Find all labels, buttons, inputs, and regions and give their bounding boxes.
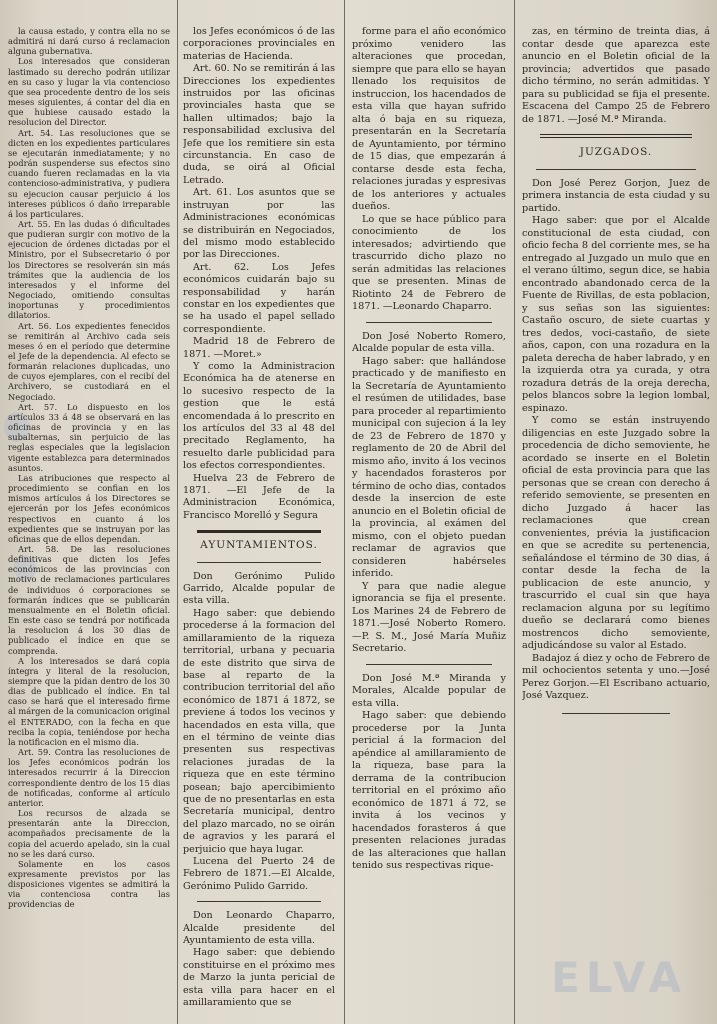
notice-heading: Don José Noberto Romero, Alcalde popular de esta villa. <box>352 330 506 354</box>
paragraph: Hago saber: que hallándose practicado y de manifiesto en la Secretaría de Ayuntamiento el resúmen de utilidades, base para proceder al repartimiento municipal con sujecion á la ley de 23 de Febrero de 1870 y reglamento de 20 de Abril del mismo año, invito á los vecinos y hacendados forasteros por término de ocho dias, contados desde la insercion de este anuncio en el Boletin oficial de la provincia, al exámen del mismo, con el objeto puedan reclamar de agravios que consideren habérseles inferido. <box>352 355 506 579</box>
paragraph: Art. 62. Los Jefes económicos cuidarán bajo su responsabilidad y harán constar en los expedientes que se ha usado el papel sellado correspondiente. <box>183 261 335 335</box>
paragraph: Y como se están instruyendo diligencias en este Juzgado sobre la procedencia de dicho semoviente, he acordado se inserte en el Boletin oficial de esta provincia para que las personas que se crean con derecho á referido semoviente, se presenten en dicho Juzgado á hacer las reclamaciones que crean convenientes, prévia la justificacion en que se acredite su pertenencia, señalándose el término de 30 dias, á contar desde la fecha de la publicacion de este anuncio, y trascurrido el cual sin que haya reclamacion alguna por su legítimo dueño se declarará como bienes mostrencos dicho semoviente, adjudicándose su valor al Estado. <box>522 415 710 651</box>
notice-heading: Don Leonardo Chaparro, Alcalde presidente del Ayuntamiento de esta villa. <box>183 910 335 947</box>
paragraph: Y como la Administracion Económica ha de atenerse en lo sucesivo respecto de la gestion que le está encomendada á lo prescrito en los artículos del 33 al 48 del precitado Reglamento, ha resuelto darle publicidad para los efectos correspondientes. <box>183 360 335 472</box>
paragraph: Art. 54. Las resoluciones que se dicten en los expedientes particulares se ejecutarán inmediatamente; y no podrán suspenderse sus efectos sino cuando fueren reclamadas en la via contencioso-administrativa, y pudiera su ejecucion causar perjuicio á los intereses públicos ó daño irreparable á los particulares. <box>8 127 170 219</box>
separator-rule <box>197 901 321 902</box>
section-rule <box>540 134 692 138</box>
paragraph: Los recursos de alzada se presentarán ante la Direccion, acompañados precisamente de la copia del acuerdo apelado, sin la cual no se les dará curso. <box>8 808 170 859</box>
paragraph: Lo que se hace público para conocimiento de los interesados; advirtiendo que trascurrido dicho plazo no serán admitidas las relaciones que se presenten. Minas de Riotinto 24 de Febrero de 1871. —Leonardo Chaparro. <box>352 213 506 312</box>
paragraph: Art. 59. Contra las resoluciones de los Jefes económicos podrán los interesados recurrir á la Direccion correspondiente dentro de los 15 dias de notificadas, conforme al artículo anterior. <box>8 747 170 808</box>
notice-heading: Don José Perez Gorjon, Juez de primera instancia de esta ciudad y su partido. <box>522 177 710 214</box>
paragraph: Art. 57. Lo dispuesto en los artículos 33 á 48 se observará en las oficinas de provincia y en las subalternas, sin perjuicio de las reglas especiales que la legislacion vigente establezca para determinados asuntos. <box>8 401 170 473</box>
paragraph: Huelva 23 de Febrero de 1871. —El Jefe de la Administracion Económica, Francisco Morelló y Segura <box>183 472 335 521</box>
notice-heading: Don José M.ª Miranda y Morales, Alcalde popular de esta villa. <box>352 672 506 709</box>
paragraph: Los interesados que consideran lastimado su derecho podrán utilizar en su caso y lugar la via contencioso que sea procedente dentro de los seis meses siguientes, á contar del dia en que hubiese causado estado la resolucion del Director. <box>8 56 170 128</box>
separator-rule <box>366 322 492 323</box>
paragraph: Lucena del Puerto 24 de Febrero de 1871.—El Alcalde, Gerónimo Pulido Garrido. <box>183 856 335 892</box>
paragraph: Hago saber: que debiendo procederse por la Junta pericial á la formacion del apéndice al amillaramiento de la riqueza, base para la derrama de la contribucion territorial en el próximo año económico de 1871 á 72, se invita á los vecinos y hacendados forasteros á que presenten relaciones juradas de las alteraciones que hallan tenido sus respectivas rique- <box>352 710 506 871</box>
column-3 <box>352 26 506 1020</box>
paragraph: Art. 61. Los asuntos que se instruyan por las Administraciones económicas se distribuirán en Negociados, del mismo modo establecido por las Direcciones. <box>183 187 335 261</box>
paragraph: Hago saber: que debiendo procederse á la formacion del amillaramiento de la riqueza territorial, urbana y pecuaria de este distrito que sirva de base al reparto de la contribucion territorial del año económico de 1871 á 1872, se previene á todos los vecinos y hacendados en esta villa, que en el término de veinte dias presenten sus respectivas relaciones juradas de la riqueza que en este término posean; bajo apercibimiento que de no presentarlas en esta Secretaría municipal, dentro del plazo marcado, no se oirán de agravios y les parará el perjuicio que haya lugar. <box>183 607 335 855</box>
separator-rule <box>366 664 492 665</box>
paragraph: los Jefes económicos ó de las corporaciones provinciales en materias de Hacienda. <box>183 26 335 62</box>
column-divider <box>177 0 178 1024</box>
paragraph: Hago saber: que debiendo constituirse en el próximo mes de Marzo la junta pericial de esta villa para hacer en el amillaramiento que se <box>183 947 335 1009</box>
column-divider <box>514 0 515 1024</box>
column-1 <box>8 26 170 1020</box>
paragraph: forme para el año económico próximo venidero las alteraciones que procedan, siempre que para ello se hayan llenado los requisitos de instruccion, los hacendados de esta villa que hayan sufrido alta ó baja en su riqueza, presentarán en la Secretaría de Ayuntamiento, por término de 15 dias, que empezarán á contarse desde esta fecha, relaciones juradas y espresivas de los anteriores y actuales dueños. <box>352 26 506 212</box>
paragraph: Solamente en los casos expresamente previstos por las disposiciones vigentes se admitirá la via contenciosa contra las providencias de <box>8 858 170 910</box>
paragraph: Madrid 18 de Febrero de 1871. —Moret.» <box>183 336 335 360</box>
column-divider <box>344 0 345 1024</box>
section-title: JUZGADOS. <box>579 146 653 158</box>
paragraph: Art. 56. Los expedientes fenecidos se remitirán al Archivo cada seis meses ó en el período que determine el Jefe de la dependencia. Al efecto se formarán relaciones duplicadas, uno de cuyos ejemplares, con el recibí del Archivero, se custodiará en el Negociado. <box>8 320 170 402</box>
paragraph: Art. 55. En las dudas ó dificultades que pudieran surgir con motivo de la ejecucion de órdenes dictadas por el Ministro, por el Subsecretario ó por los Directores se resolverán sin más trámites que la audiencia de los interesados y el informe del Negociado, omitiendo consultas inoportunas y procedimientos dilatorios. <box>8 218 170 321</box>
separator-rule <box>536 169 696 170</box>
library-watermark: ELVA <box>551 953 687 1002</box>
paragraph: Badajoz á diez y ocho de Febrero de mil ochocientos setenta y uno.—José Perez Gorjon.—El Escribano actuario, José Vazquez. <box>522 652 710 701</box>
paragraph: Las atribuciones que respecto al procedimiento se confian en los mismos artículos á los Directores se ejercerán por los Jefes económicos respectivos en cuanto á los expedientes que se instruyan por las oficinas que de ellos dependan. <box>8 472 170 544</box>
paragraph: Art. 58. De las resoluciones definitivas que dicten los Jefes económicos de las provincias con motivo de reclamaciones particulares de individuos ó corporaciones se formarán índices que se publicarán mensualmente en el Boletin oficial. En este caso se tendrá por notificada la resolucion á los 30 dias de publicado el índice en que se comprenda. <box>8 543 170 656</box>
paragraph: A los interesados se dará copia íntegra y literal de la resolucion, siempre que la pidan dentro de los 30 dias de publicado el índice. En tal caso se hará que el interesado firme al márgen de la comunicacion original el ENTERADO, con la fecha en que reciba la copia, teniéndose por hecha la notificacion en el mismo dia. <box>8 655 170 747</box>
paragraph: zas, en término de treinta dias, á contar desde que aparezca este anuncio en el Boletin oficial de la provincia; advertidos que pasado dicho término, no serán admitidas. Y para su publicidad se fija el presente. Escacena del Campo 25 de Febrero de 1871. —José M.ª Miranda. <box>522 26 710 125</box>
section-title: AYUNTAMIENTOS. <box>200 539 318 552</box>
paragraph: Hago saber: que por el Alcalde constitucional de esta ciudad, con oficio fecha 8 del corriente mes, se ha entregado al Juzgado un mulo que en el verano último, segun dice, se habia encontrado abandonado cerca de la Fuente de Rivillas, de esta poblacion, y sus señas son las siguientes: Castaño oscuro, de siete cuartas y tres dedos, voci-castaño, de siete años, capon, con una rozadura en la paleta derecha de haber labrado, y en la izquierda otra ya curada, y otra rozadura detrás de la oreja derecha, pelos blancos sobre la legion lombal, espinazo. <box>522 215 710 414</box>
paragraph: Y para que nadie alegue ignorancia se fija el presente. Los Marines 24 de Febrero de 1871.—José Noberto Romero.—P. S. M., José María Muñiz Secretario. <box>352 580 506 654</box>
separator-rule <box>197 562 321 563</box>
column-4 <box>522 26 710 1020</box>
section-rule <box>197 530 321 533</box>
end-rule <box>562 713 670 714</box>
column-2 <box>183 26 335 1020</box>
notice-heading: Don Gerónimo Pulido Garrido, Alcalde popular de esta villa. <box>183 570 335 607</box>
paragraph: Art. 60. No se remitirán á las Direcciones los expedientes instruidos por las oficinas provinciales hasta que se hallen ultimados; bajo la responsabilidad exclusiva del Jefe que los remitiere sin esta circunstancia. En caso de duda, se oirá al Oficial Letrado. <box>183 63 335 186</box>
paragraph: la causa estado, y contra ella no se admitirá ni dará curso á reclamacion alguna gubernativa. <box>8 26 170 57</box>
